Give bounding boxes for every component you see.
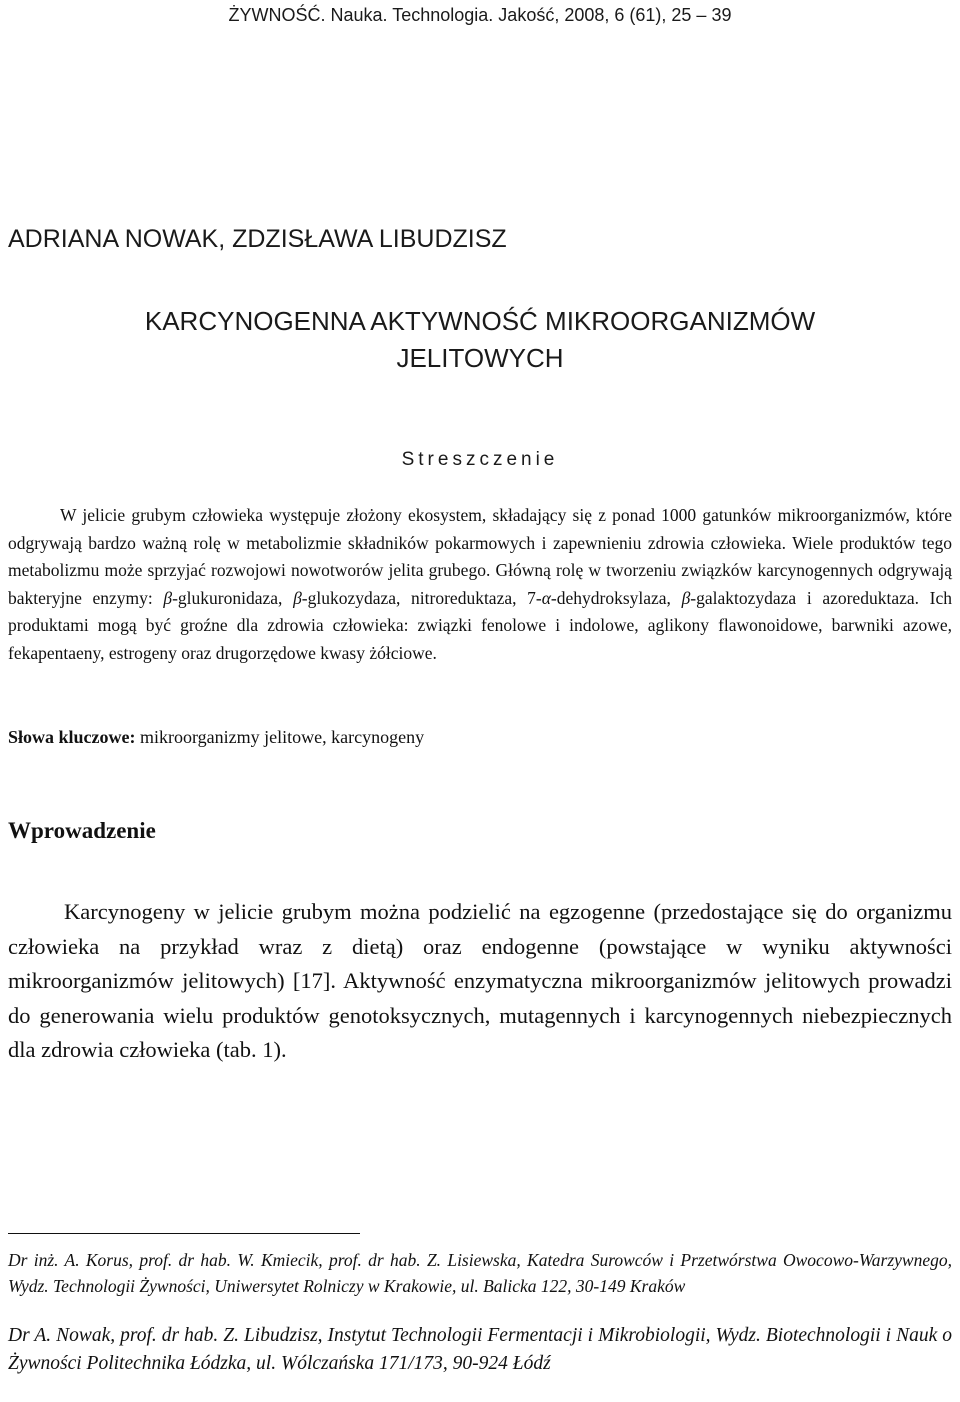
running-head: ŻYWNOŚĆ. Nauka. Technologia. Jakość, 2008, 6 (61), 25 – 39 (228, 5, 732, 25)
keywords (8, 727, 952, 748)
abstract-part-5: -galaktozydaza i azoreduktaza. Ich produktami mogą być groźne dla zdrowia człowieka: związki fenolowe i indolowe, aglikony flawonoidowe, barwniki azowe, fekapentaeny, estrogeny oraz drugorzędowe kwasy żółciowe. (8, 587, 952, 663)
abstract-part-2: -glukuronidaza, (172, 587, 294, 608)
keywords-text: mikroorganizmy jelitowe, karcynogeny (135, 727, 425, 747)
abstract-text (8, 502, 952, 667)
abstract-beta-1: β (163, 587, 173, 608)
authors: ADRIANA NOWAK, ZDZISŁAWA LIBUDZISZ (8, 225, 507, 253)
footnote-rule (8, 1233, 360, 1234)
abstract-alpha: α (541, 587, 551, 608)
abstract-beta-3: β (681, 587, 691, 608)
paper-title (8, 303, 952, 377)
keywords-label: Słowa kluczowe: (8, 727, 136, 747)
intro-paragraph: Karcynogeny w jelicie grubym można podzielić na egzogenne (przedostające się do organizmu człowieka na przykład wraz z dietą) oraz endogenne (powstające w wyniku aktywności mikroorganizmów jelitowych) [17]. Aktywność enzymatyczna mikroorganizmów jelitowych prowadzi do generowania wielu produktów genotoksycznych, mutagennych i karcynogennych niebezpiecznych dla zdrowia człowieka (tab. 1). (8, 899, 952, 1062)
paper-page (8, 0, 952, 1402)
footnote-1: Dr inż. A. Korus, prof. dr hab. W. Kmiecik, prof. dr hab. Z. Lisiewska, Katedra Surowców i Przetwórstwa Owocowo-Warzywnego, Wydz. Technologii Żywności, Uniwersytet Rolniczy w Krakowie, ul. Balicka 122, 30-149 Kraków (8, 1250, 952, 1296)
abstract-part-3: -glukozydaza, nitroreduktaza, 7- (301, 587, 542, 608)
abstract-heading: Streszczenie (401, 449, 559, 470)
abstract-part-1: W jelicie grubym człowieka występuje złożony ekosystem, składający się z ponad 1000 gatunków mikroorganizmów, które odgrywają bardzo ważną rolę w metabolizmie składników pokarmowych i zapewnieniu zdrowia człowieka. Wiele produktów tego metabolizmu może sprzyjać rozwojowi nowotworów jelita grubego. Główną rolę w tworzeniu związków karcynogennych odgrywają bakteryjne enzymy: (8, 505, 952, 608)
footnote-2: Dr A. Nowak, prof. dr hab. Z. Libudzisz, Instytut Technologii Fermentacji i Mikrobiologii, Wydz. Biotechnologii i Nauk o Żywności Politechnika Łódzka, ul. Wólczańska 171/173, 90-924 Łódź (8, 1325, 952, 1374)
abstract-beta-2: β (293, 587, 302, 608)
section-heading: Wprowadzenie (8, 818, 156, 843)
abstract-part-4: -dehydroksylaza, (550, 587, 682, 608)
title-line-1: KARCYNOGENNA AKTYWNOŚĆ MIKROORGANIZMÓW (144, 306, 816, 336)
title-line-2: JELITOWYCH (396, 343, 564, 373)
